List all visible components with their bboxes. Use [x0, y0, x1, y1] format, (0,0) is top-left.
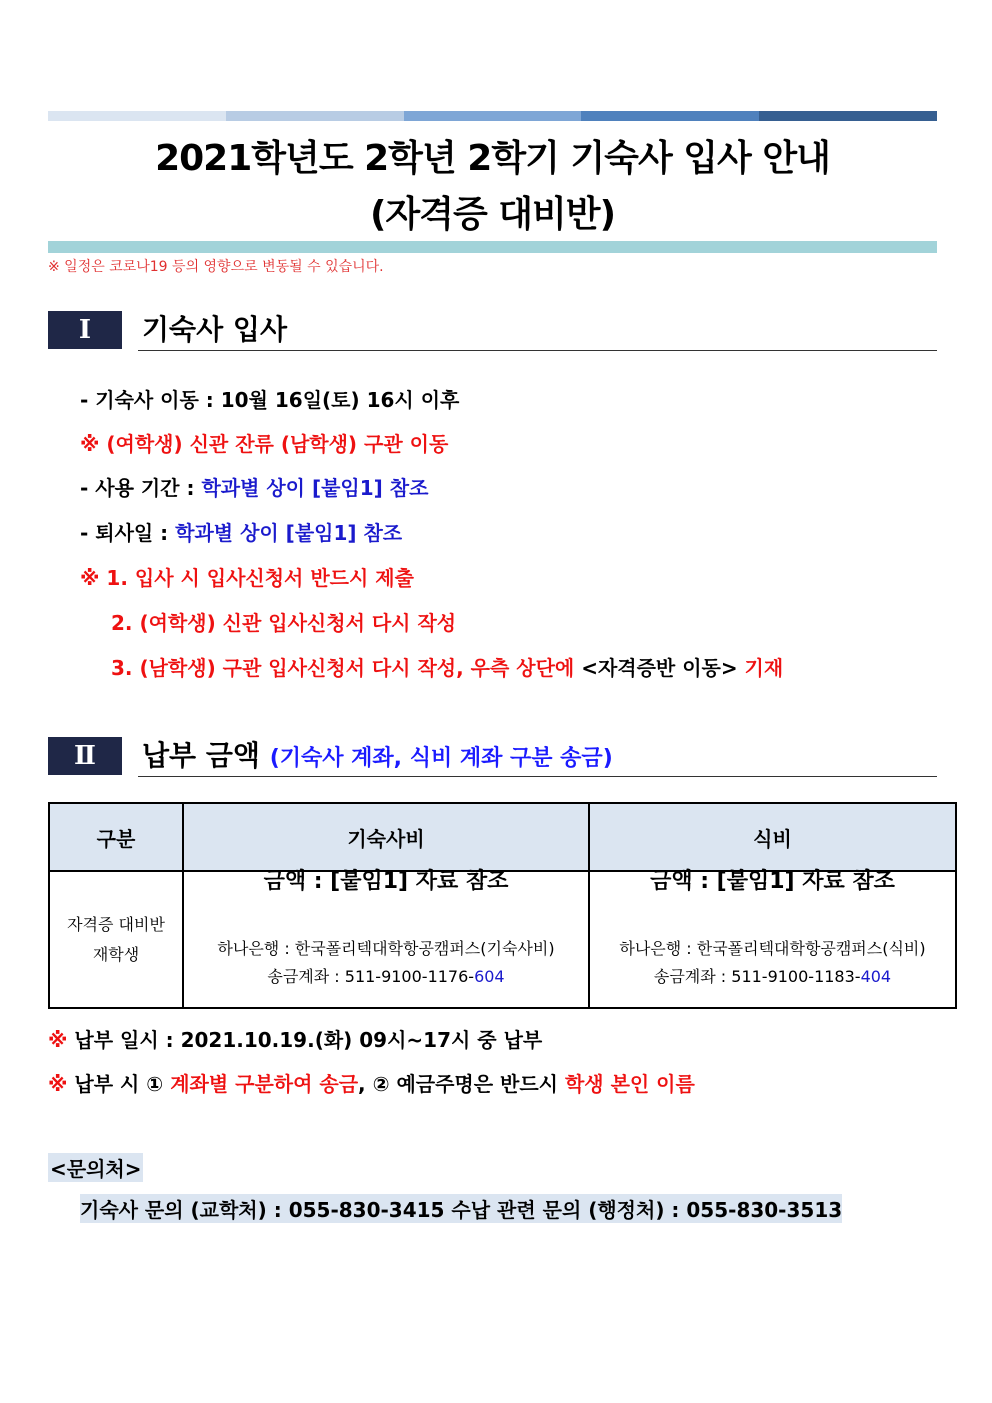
page-title: 2021학년도 2학년 2학기 기숙사 입사 안내	[155, 138, 830, 179]
payment-method	[48, 1068, 695, 1097]
gender-building-note: ※ (여학생) 신관 잔류 (남학생) 구관 이동	[80, 432, 449, 456]
contact-heading: <문의처>	[48, 1153, 143, 1182]
payment-method-mark: ※	[48, 1072, 75, 1096]
section-1-number: Ⅰ	[48, 311, 122, 349]
payment-method-d: 학생 본인 이름	[564, 1072, 695, 1096]
header-color-bar	[48, 111, 937, 121]
title-underline-bar	[48, 241, 937, 253]
note-1: ※ 1. 입사 시 입사신청서 반드시 제출	[80, 566, 414, 590]
usage-period-label: - 사용 기간 :	[80, 476, 202, 500]
header-category: 구분	[49, 803, 183, 871]
note-3	[111, 652, 783, 681]
payment-date-text: 납부 일시 : 2021.10.19.(화) 09시~17시 중 납부	[74, 1028, 543, 1052]
fee-table	[48, 802, 957, 1009]
section-1-header	[48, 311, 937, 351]
note-3-text: 3. (남학생) 구관 입사신청서 다시 작성, 우측 상단에	[111, 656, 582, 680]
row-label-cell	[49, 871, 183, 1008]
fee-table-row	[49, 871, 956, 1008]
section-2-subtitle: (기숙사 계좌, 식비 계좌 구분 송금)	[269, 746, 613, 771]
payment-method-c: , ② 예금주명은 반드시	[358, 1072, 565, 1096]
section-2-header	[48, 737, 937, 777]
usage-period-value: 학과별 상이 [붙임1] 참조	[201, 476, 429, 500]
section-2-title-text: 납부 금액	[142, 739, 270, 772]
meal-fee-cell	[589, 871, 956, 1008]
meal-amount: 금액 : [붙임1] 자료 참조	[650, 869, 895, 894]
dorm-account-suffix: 604	[474, 967, 505, 986]
meal-bank: 하나은행 : 한국폴리텍대학항공캠퍼스(식비)	[619, 939, 926, 958]
schedule-notice: ※ 일정은 코로나19 등의 영향으로 변동될 수 있습니다.	[48, 259, 384, 275]
checkout-value: 학과별 상이 [붙임1] 참조	[175, 521, 403, 545]
checkout-label: - 퇴사일 :	[80, 521, 176, 545]
section-2-title	[142, 737, 613, 778]
note-3-tag: <자격증반 이동>	[581, 656, 738, 680]
usage-period	[80, 472, 428, 501]
row-label-type: 재학생	[92, 944, 140, 964]
payment-method-a: 납부 시 ①	[74, 1072, 171, 1096]
header-meal-fee: 식비	[589, 803, 956, 871]
header-dorm-fee: 기숙사비	[183, 803, 589, 871]
dorm-fee-cell	[183, 871, 589, 1008]
row-label-group: 자격증 대비반	[67, 914, 165, 934]
note-3-end: 기재	[737, 656, 784, 680]
meal-account-prefix: 송금계좌 : 511-9100-1183-	[653, 967, 861, 986]
section-2-divider	[138, 776, 937, 777]
dorm-account	[184, 963, 588, 991]
section-1-title: 기숙사 입사	[142, 313, 287, 346]
section-2-number: Ⅱ	[48, 737, 122, 775]
note-2: 2. (여학생) 신관 입사신청서 다시 작성	[111, 611, 457, 635]
dorm-amount: 금액 : [붙임1] 자료 참조	[263, 869, 509, 894]
section-1-divider	[138, 350, 937, 351]
dorm-bank: 하나은행 : 한국폴리텍대학항공캠퍼스(기숙사비)	[217, 939, 555, 958]
meal-account	[590, 963, 955, 991]
payment-date-mark: ※	[48, 1028, 75, 1052]
checkout-date	[80, 517, 402, 546]
payment-method-b: 계좌별 구분하여 송금	[170, 1072, 359, 1096]
move-date: - 기숙사 이동 : 10월 16일(토) 16시 이후	[80, 388, 460, 412]
dorm-account-prefix: 송금계좌 : 511-9100-1176-	[267, 967, 475, 986]
fee-table-header-row	[49, 803, 956, 871]
payment-date	[48, 1024, 542, 1053]
page-subtitle: (자격증 대비반)	[369, 194, 616, 235]
contact-info: 기숙사 문의 (교학처) : 055-830-3415 수납 관련 문의 (행정처) : 055-830-3513	[80, 1194, 842, 1223]
meal-account-suffix: 404	[860, 967, 892, 986]
